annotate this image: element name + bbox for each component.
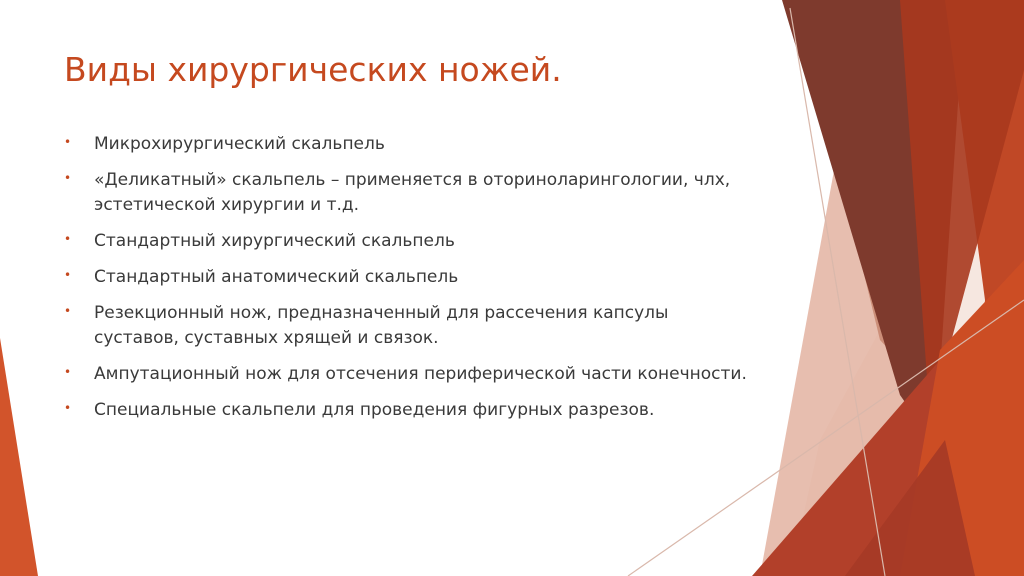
bullet-text: Микрохирургический скальпель [94,134,385,154]
bullet-text: Стандартный анатомический скальпель [94,267,459,287]
bullet-item [64,398,754,423]
left-edge-wedge [0,338,38,576]
bullet-marker-icon: • [64,171,72,185]
bullet-list [64,132,754,434]
slide-title: Виды хирургических ножей. [64,50,562,89]
bullet-text: Ампутационный нож для отсечения периферической части конечности. [94,364,747,384]
bullet-text: «Деликатный» скальпель – применяется в оториноларингологии, члх, эстетической хирургии и т.д. [94,170,731,215]
bullet-item [64,301,754,351]
bullet-item [64,362,754,387]
bullet-marker-icon: • [64,304,72,318]
bullet-item [64,265,754,290]
bullet-text: Специальные скальпели для проведения фигурных разрезов. [94,400,655,420]
bullet-item [64,229,754,254]
bullet-marker-icon: • [64,365,72,379]
bullet-marker-icon: • [64,135,72,149]
bullet-text: Резекционный нож, предназначенный для рассечения капсулы суставов, суставных хрящей и связок. [94,303,669,348]
bullet-marker-icon: • [64,232,72,246]
bullet-marker-icon: • [64,268,72,282]
bullet-item [64,168,754,218]
bullet-item [64,132,754,157]
bullet-marker-icon: • [64,401,72,415]
bullet-text: Стандартный хирургический скальпель [94,231,455,251]
